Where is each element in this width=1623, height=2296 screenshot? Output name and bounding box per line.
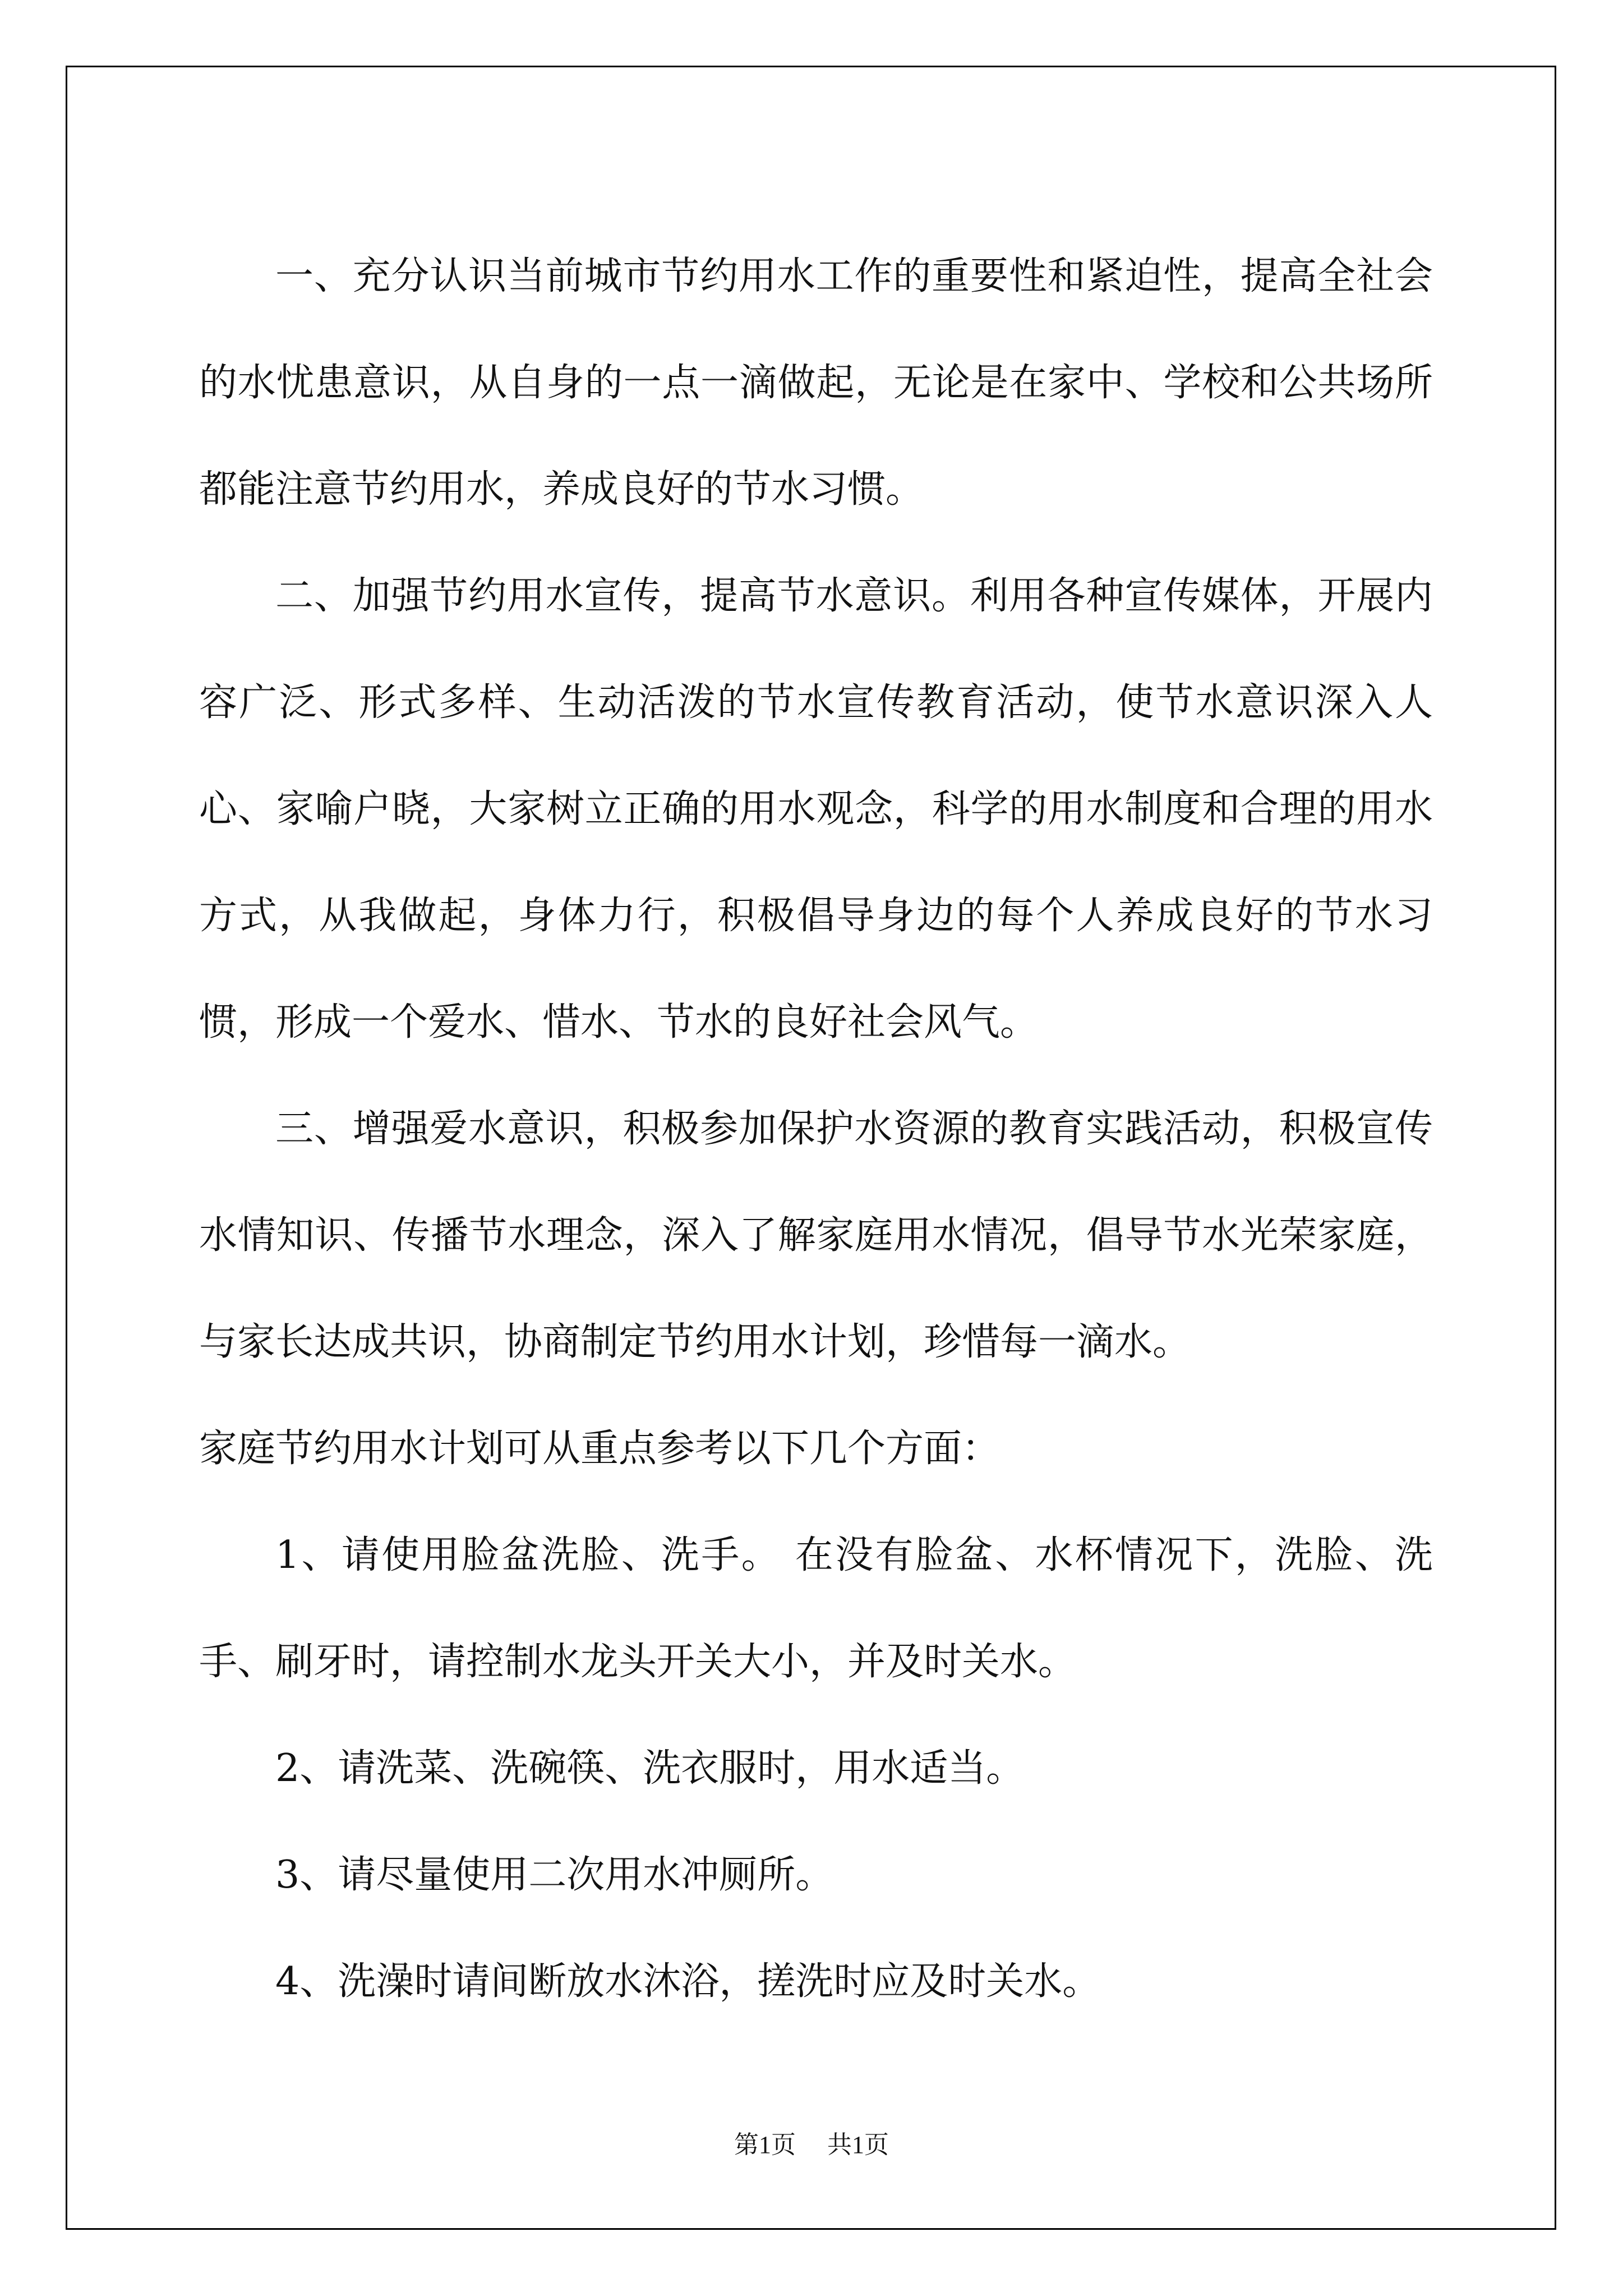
paragraph-1: 一、充分认识当前城市节约用水工作的重要性和紧迫性，提高全社会的水忧患意识，从自身的一点一滴做起，无论是在家中、学校和公共场所都能注意节约用水，养成良好的节水习惯。 (199, 254, 1433, 512)
document-body (199, 223, 1433, 2035)
paragraph-4: 家庭节约用水计划可从重点参考以下几个方面： (199, 1427, 1000, 1471)
paragraph-3: 三、增强爱水意识，积极参加保护水资源的教育实践活动，积极宣传水情知识、传播节水理念，深入了解家庭用水情况，倡导节水光荣家庭，与家长达成共识，协商制定节约用水计划，珍惜每一滴水。 (199, 1107, 1433, 1364)
list-item-4: 4、洗澡时请间断放水沐浴，搓洗时应及时关水。 (275, 1959, 1101, 2004)
list-item-2: 2、请洗菜、洗碗筷、洗衣服时，用水适当。 (275, 1746, 1025, 1791)
list-item-1: 1、请使用脸盆洗脸、洗手。 在没有脸盆、水杯情况下，洗脸、洗手、刷牙时，请控制水龙头开关大小，并及时关水。 (199, 1533, 1433, 1684)
page-footer (0, 2124, 1623, 2160)
paragraph-2: 二、加强节约用水宣传，提高节水意识。利用各种宣传媒体，开展内容广泛、形式多样、生动活泼的节水宣传教育活动，使节水意识深入人心、家喻户晓，大家树立正确的用水观念，科学的用水制度和合理的用水方式，从我做起，身体力行，积极倡导身边的每个人养成良好的节水习惯，形成一个爱水、惜水、节水的良好社会风气。 (199, 574, 1433, 1045)
page-number: 第1页 (734, 2131, 796, 2159)
page-total: 共1页 (827, 2131, 889, 2159)
list-item-3: 3、请尽量使用二次用水冲厕所。 (275, 1853, 834, 1897)
